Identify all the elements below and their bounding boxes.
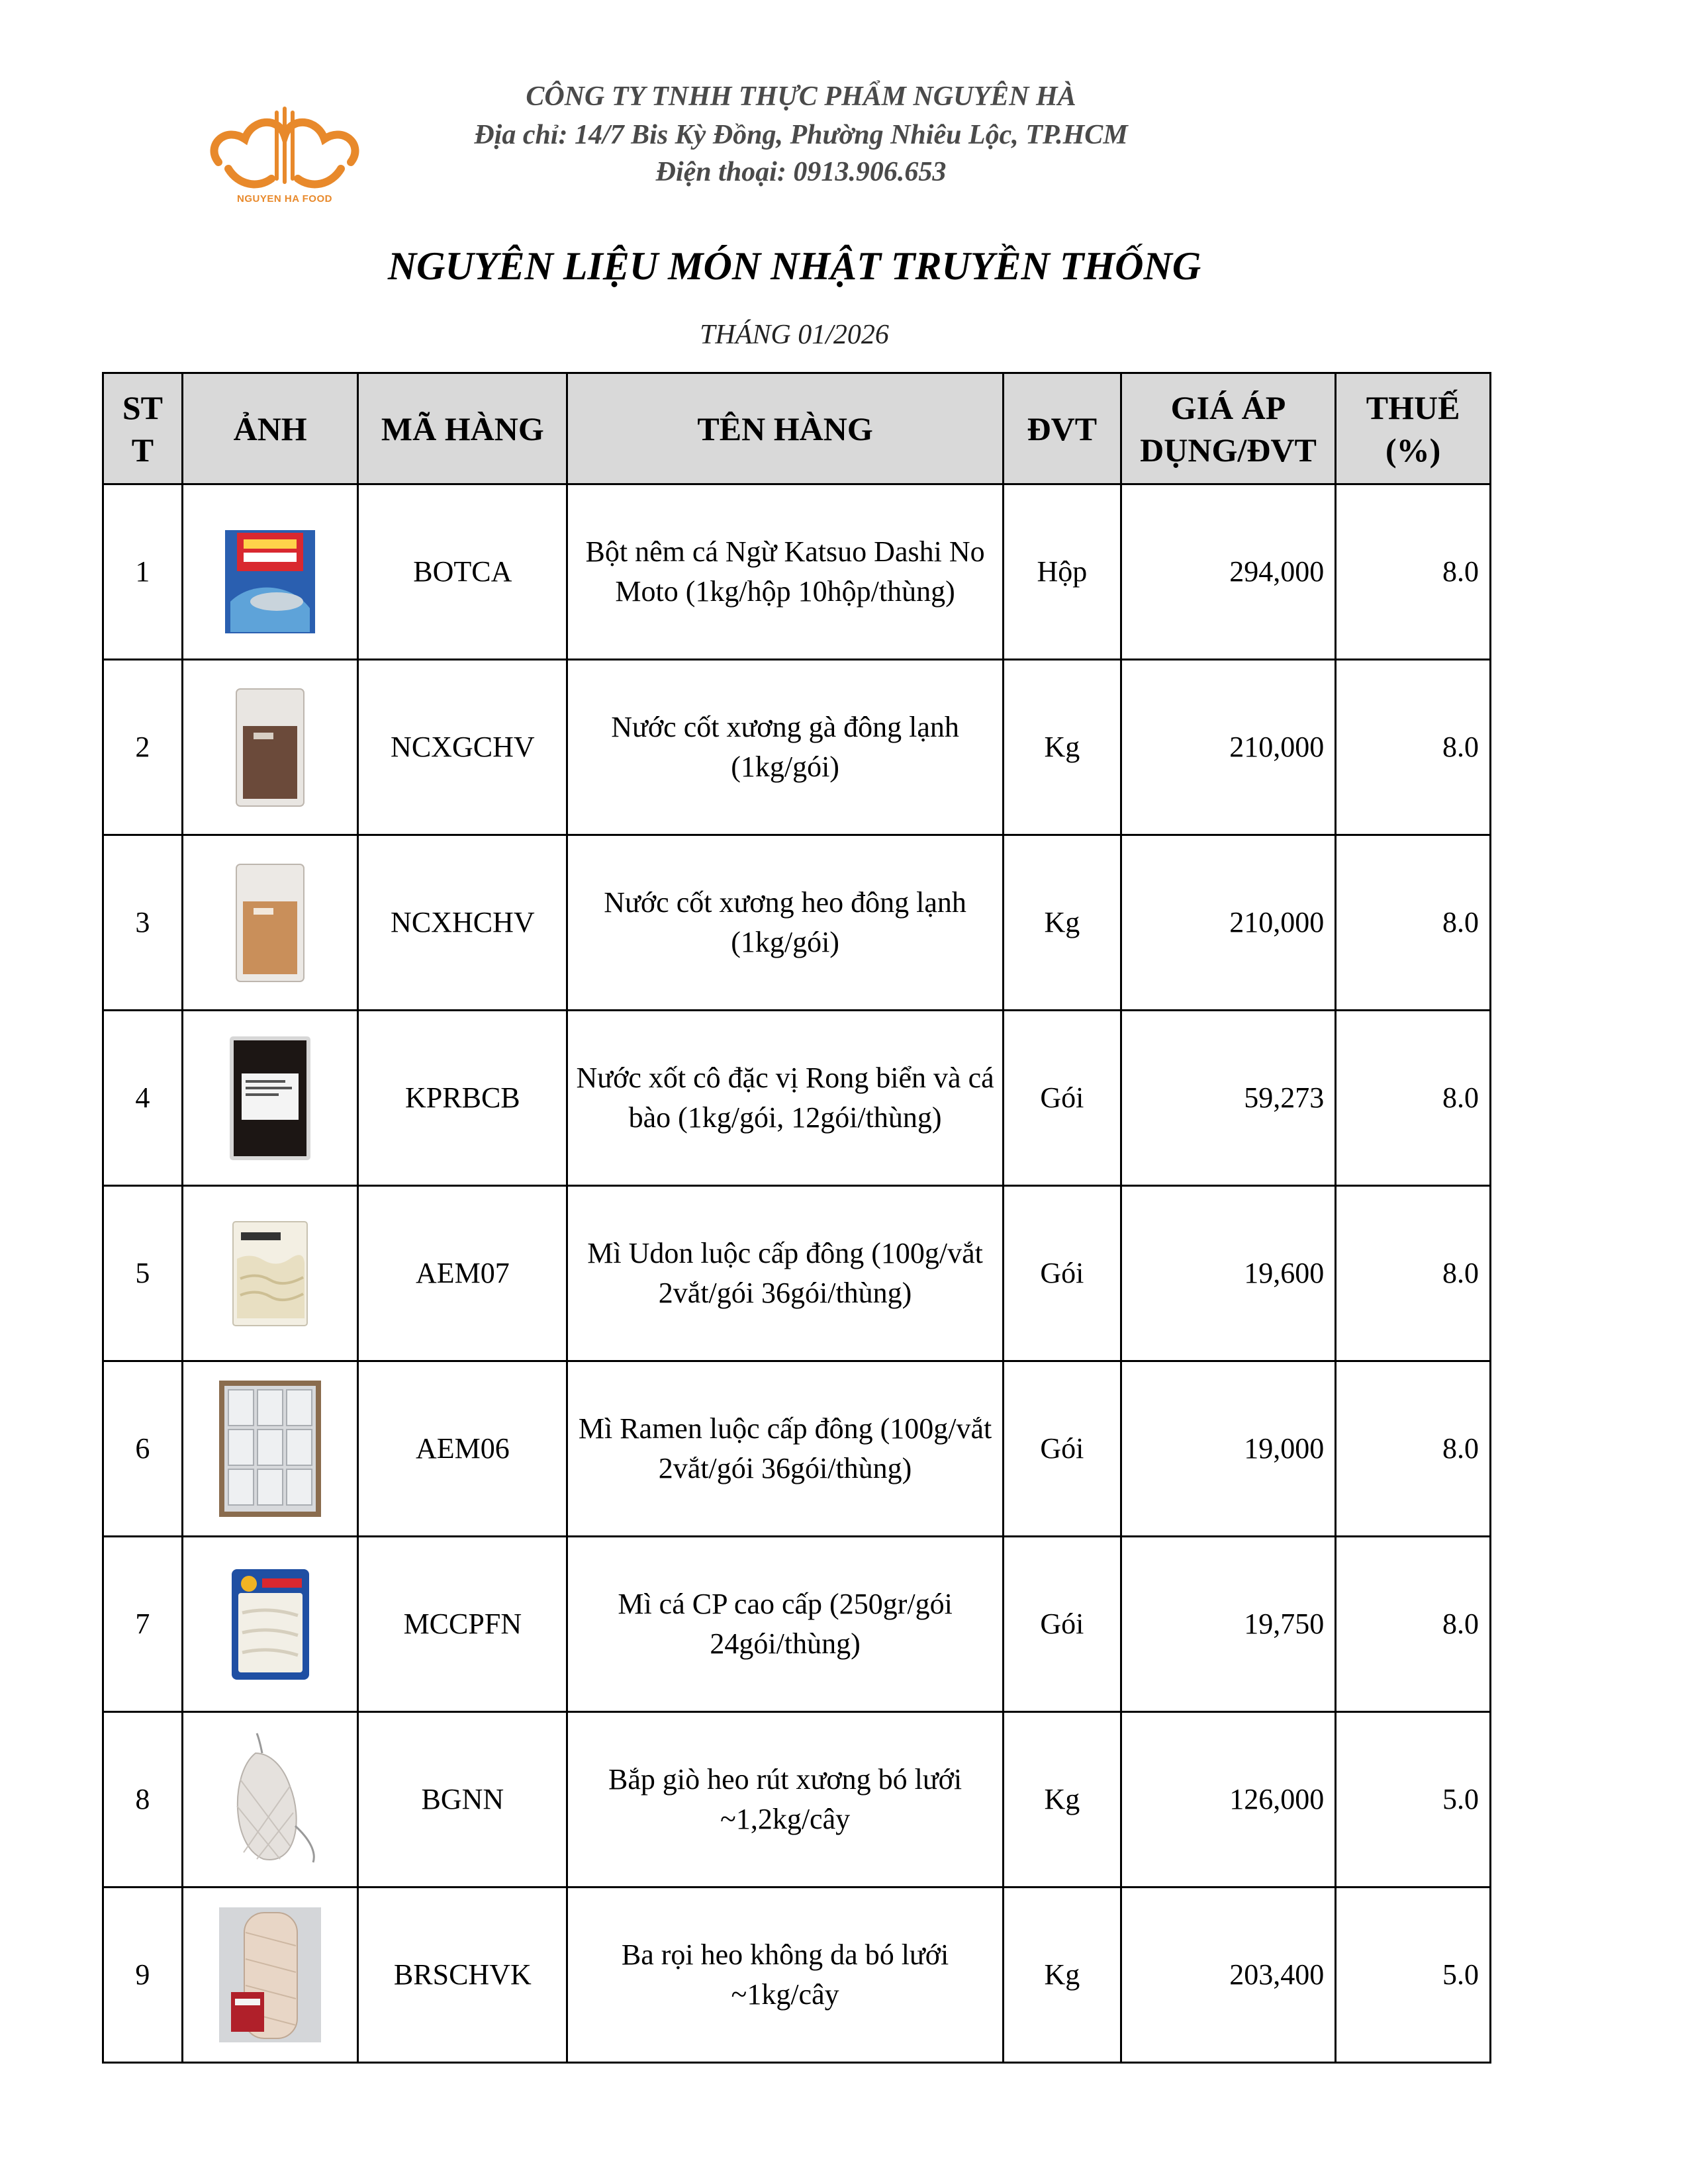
cell-stt: 2 bbox=[103, 660, 183, 835]
cell-image bbox=[182, 1361, 358, 1537]
cell-code: MCCPFN bbox=[358, 1537, 567, 1712]
header-name: TÊN HÀNG bbox=[567, 373, 1004, 484]
ramen-box-image bbox=[218, 1379, 322, 1518]
cell-image bbox=[182, 1888, 358, 2063]
cell-name: Mì cá CP cao cấp (250gr/gói 24gói/thùng) bbox=[567, 1537, 1004, 1712]
table-row bbox=[103, 1537, 1491, 1712]
fish-noodle-pack-image bbox=[229, 1567, 312, 1682]
cell-price: 210,000 bbox=[1121, 660, 1336, 835]
cell-stt: 3 bbox=[103, 835, 183, 1011]
cell-price: 126,000 bbox=[1121, 1712, 1336, 1888]
page-title: NGUYÊN LIỆU MÓN NHẬT TRUYỀN THỐNG bbox=[387, 244, 1201, 288]
header-unit: ĐVT bbox=[1003, 373, 1121, 484]
cell-image bbox=[182, 484, 358, 660]
cell-name: Mì Udon luộc cấp đông (100g/vắt 2vắt/gói 36gói/thùng) bbox=[567, 1186, 1004, 1361]
cell-tax: 8.0 bbox=[1336, 835, 1491, 1011]
cell-price: 19,000 bbox=[1121, 1361, 1336, 1537]
cell-price: 203,400 bbox=[1121, 1888, 1336, 2063]
pork-shank-net-image bbox=[217, 1727, 323, 1872]
table-header-row bbox=[103, 373, 1491, 484]
cell-code: NCXGCHV bbox=[358, 660, 567, 835]
cell-unit: Gói bbox=[1003, 1186, 1121, 1361]
cell-tax: 8.0 bbox=[1336, 1011, 1491, 1186]
cell-code: AEM07 bbox=[358, 1186, 567, 1361]
cell-code: KPRBCB bbox=[358, 1011, 567, 1186]
table-row bbox=[103, 835, 1491, 1011]
header-stt: ST T bbox=[103, 373, 183, 484]
cell-code: BGNN bbox=[358, 1712, 567, 1888]
table-row bbox=[103, 484, 1491, 660]
cell-image bbox=[182, 1186, 358, 1361]
cell-stt: 4 bbox=[103, 1011, 183, 1186]
company-name: CÔNG TY TNHH THỰC PHẨM NGUYÊN HÀ bbox=[526, 81, 1076, 112]
cell-stt: 6 bbox=[103, 1361, 183, 1537]
cell-name: Bột nêm cá Ngừ Katsuo Dashi No Moto (1kg/hộp 10hộp/thùng) bbox=[567, 484, 1004, 660]
table-row bbox=[103, 1712, 1491, 1888]
logo-text: NGUYEN HA FOOD bbox=[237, 193, 332, 205]
cell-unit: Gói bbox=[1003, 1011, 1121, 1186]
cell-stt: 9 bbox=[103, 1888, 183, 2063]
cell-stt: 8 bbox=[103, 1712, 183, 1888]
cell-stt: 7 bbox=[103, 1537, 183, 1712]
cell-image bbox=[182, 835, 358, 1011]
cell-name: Ba rọi heo không da bó lưới ~1kg/cây bbox=[567, 1888, 1004, 2063]
table-row bbox=[103, 1186, 1491, 1361]
table-row bbox=[103, 1011, 1491, 1186]
header-code: MÃ HÀNG bbox=[358, 373, 567, 484]
cell-name: Bắp giò heo rút xương bó lưới ~1,2kg/cây bbox=[567, 1712, 1004, 1888]
cell-tax: 8.0 bbox=[1336, 660, 1491, 835]
cell-stt: 5 bbox=[103, 1186, 183, 1361]
header-tax: THUẾ (%) bbox=[1336, 373, 1491, 484]
table-row bbox=[103, 1361, 1491, 1537]
cell-stt: 1 bbox=[103, 484, 183, 660]
company-address: Địa chỉ: 14/7 Bis Kỳ Đồng, Phường Nhiêu Lộc, TP.HCM bbox=[474, 120, 1128, 150]
cell-price: 19,750 bbox=[1121, 1537, 1336, 1712]
cell-name: Mì Ramen luộc cấp đông (100g/vắt 2vắt/gói 36gói/thùng) bbox=[567, 1361, 1004, 1537]
cell-name: Nước cốt xương gà đông lạnh (1kg/gói) bbox=[567, 660, 1004, 835]
cell-price: 19,600 bbox=[1121, 1186, 1336, 1361]
cell-unit: Kg bbox=[1003, 660, 1121, 835]
table-row bbox=[103, 660, 1491, 835]
price-table bbox=[102, 372, 1491, 2064]
header-price: GIÁ ÁP DỤNG/ĐVT bbox=[1121, 373, 1336, 484]
header-image: ẢNH bbox=[182, 373, 358, 484]
cell-image bbox=[182, 1011, 358, 1186]
cell-name: Nước cốt xương heo đông lạnh (1kg/gói) bbox=[567, 835, 1004, 1011]
pork-broth-pack-image bbox=[234, 862, 306, 984]
cell-price: 59,273 bbox=[1121, 1011, 1336, 1186]
cell-tax: 5.0 bbox=[1336, 1888, 1491, 2063]
chicken-broth-pack-image bbox=[234, 686, 306, 809]
pork-belly-net-image bbox=[218, 1906, 322, 2044]
cell-code: BOTCA bbox=[358, 484, 567, 660]
cell-image bbox=[182, 1712, 358, 1888]
cell-name: Nước xốt cô đặc vị Rong biển và cá bào (1kg/gói, 12gói/thùng) bbox=[567, 1011, 1004, 1186]
cell-tax: 5.0 bbox=[1336, 1712, 1491, 1888]
sauce-pack-image bbox=[227, 1034, 313, 1163]
cell-image bbox=[182, 660, 358, 835]
table-row bbox=[103, 1888, 1491, 2063]
cell-code: AEM06 bbox=[358, 1361, 567, 1537]
cell-unit: Gói bbox=[1003, 1537, 1121, 1712]
cell-image bbox=[182, 1537, 358, 1712]
dashi-box-image bbox=[224, 509, 316, 635]
cell-tax: 8.0 bbox=[1336, 1537, 1491, 1712]
company-phone: Điện thoại: 0913.906.653 bbox=[655, 157, 947, 187]
cell-tax: 8.0 bbox=[1336, 1361, 1491, 1537]
cell-tax: 8.0 bbox=[1336, 1186, 1491, 1361]
cell-price: 210,000 bbox=[1121, 835, 1336, 1011]
cell-code: BRSCHVK bbox=[358, 1888, 567, 2063]
cell-unit: Gói bbox=[1003, 1361, 1121, 1537]
cell-unit: Kg bbox=[1003, 835, 1121, 1011]
udon-pack-image bbox=[230, 1219, 310, 1328]
cell-price: 294,000 bbox=[1121, 484, 1336, 660]
cell-code: NCXHCHV bbox=[358, 835, 567, 1011]
cell-tax: 8.0 bbox=[1336, 484, 1491, 660]
cell-unit: Hộp bbox=[1003, 484, 1121, 660]
cell-unit: Kg bbox=[1003, 1712, 1121, 1888]
cell-unit: Kg bbox=[1003, 1888, 1121, 2063]
month-label: THÁNG 01/2026 bbox=[700, 320, 889, 350]
